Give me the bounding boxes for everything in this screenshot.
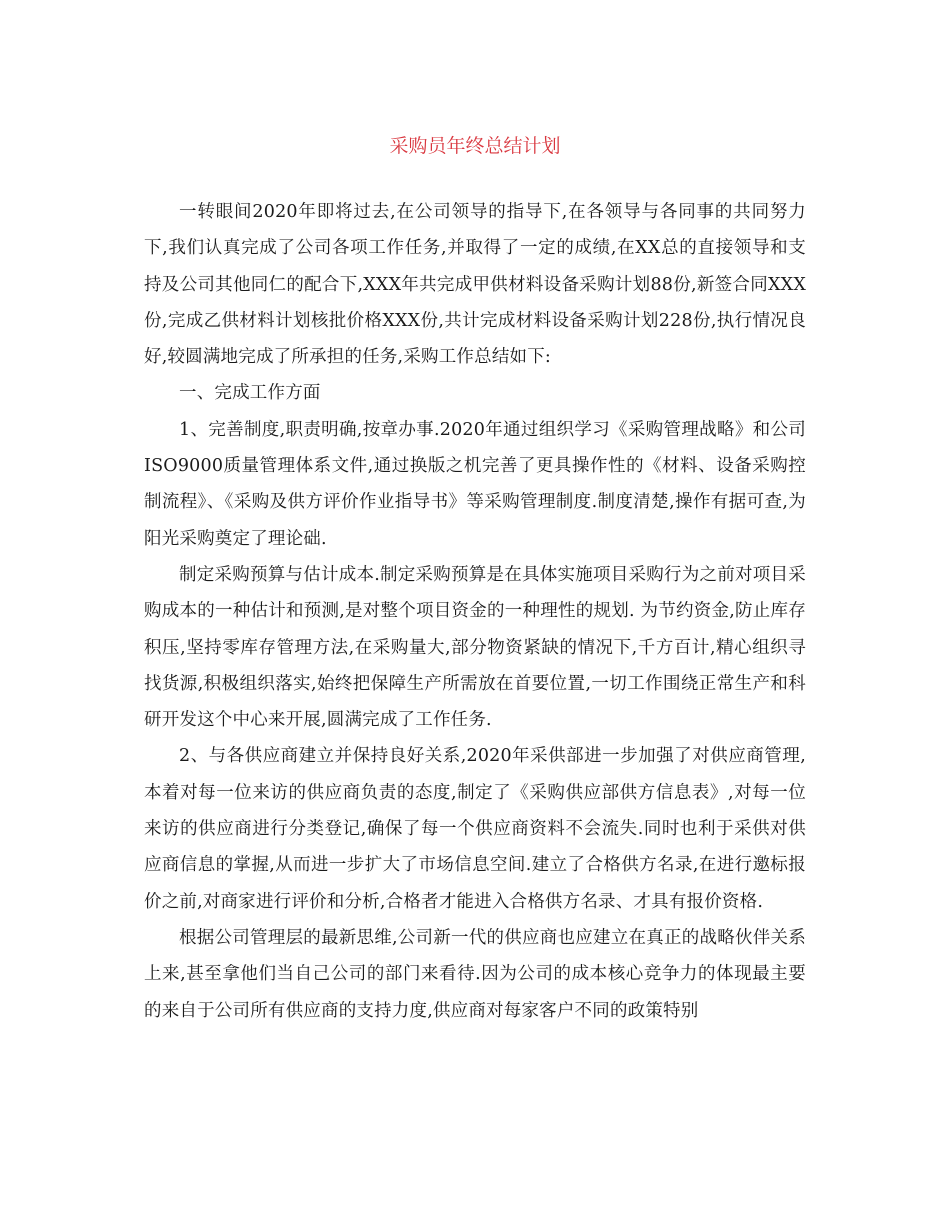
paragraph-budget: 制定采购预算与估计成本.制定采购预算是在具体实施项目采购行为之前对项目采购成本的一种估计和预测,是对整个项目资金的一种理性的规划. 为节约资金,防止库存积压,坚持零库存管理方法,在采购量大,部分物资紧缺的情况下,千方百计,精心组织寻找货源,积极组织落实,始终把保障生产所需放在首要位置,一切工作围绕正常生产和科研开发这个中心来开展,圆满完成了工作任务. [144,564,806,731]
document-title: 采购员年终总结计划 [389,135,561,157]
document-page [144,128,806,1029]
paragraph-partnership: 根据公司管理层的最新思维,公司新一代的供应商也应建立在真正的战略伙伴关系上来,甚至拿他们当自己公司的部门来看待.因为公司的成本核心竞争力的体现最主要的来自于公司所有供应商的支持力度,供应商对每家客户不同的政策特别 [144,927,806,1021]
paragraph-item-1: 1、完善制度,职责明确,按章办事.2020年通过组织学习《采购管理战略》和公司ISO9000质量管理体系文件,通过换版之机完善了更具操作性的《材料、设备采购控制流程》、《采购及供方评价作业指导书》等采购管理制度.制度清楚,操作有据可查,为阳光采购奠定了理论础. [144,419,806,549]
section-heading-work-completed: 一、完成工作方面 [179,383,321,404]
paragraph-item-2: 2、与各供应商建立并保持良好关系,2020年采供部进一步加强了对供应商管理,本着对每一位来访的供应商负责的态度,制定了《采购供应部供方信息表》,对每一位来访的供应商进行分类登记,确保了每一个供应商资料不会流失.同时也利于采供对供应商信息的掌握,从而进一步扩大了市场信息空间.建立了合格供方名录,在进行邀标报价之前,对商家进行评价和分析,合格者才能进入合格供方名录、才具有报价资格. [144,746,806,912]
paragraph-intro: 一转眼间2020年即将过去,在公司领导的指导下,在各领导与各同事的共同努力下,我们认真完成了公司各项工作任务,并取得了一定的成绩,在XX总的直接领导和支持及公司其他同仁的配合下,XXX年共完成甲供材料设备采购计划88份,新签合同XXX份,完成乙供材料计划核批价格XXX份,共计完成材料设备采购计划228份,执行情况良好,较圆满地完成了所承担的任务,采购工作总结如下: [144,202,806,368]
